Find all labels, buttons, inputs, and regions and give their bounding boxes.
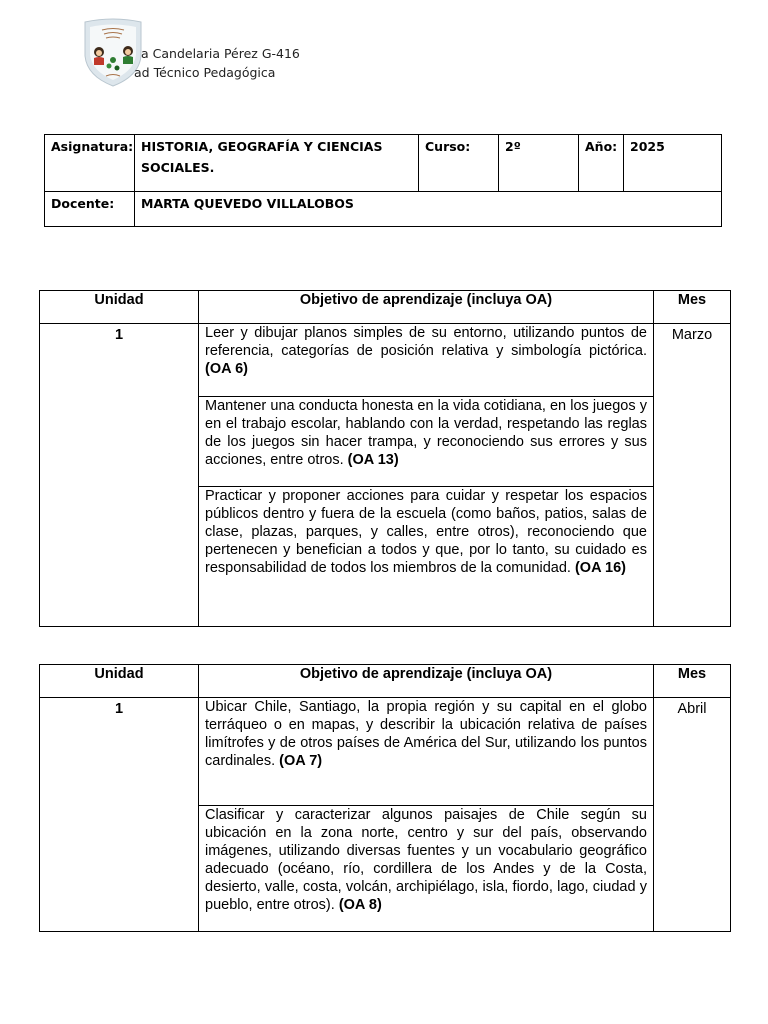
objective-cell: [199, 397, 654, 487]
objectives-table-marzo: [39, 290, 731, 627]
course-info-table: [44, 134, 722, 227]
objective-text: Clasificar y caracterizar algunos paisajes de Chile según su ubicación en la zona norte, centro y sur del país, observando imágenes, utilizando diversas fuentes y un vocabulario geográfico adecuado (océano, río, cordillera de los Andes y de la Costa, desierto, valle, costa, volcán, archipiélago, isla, fiordo, lago, ciudad y pueblo, entre otros).: [205, 807, 647, 913]
objetivo-header: Objetivo de aprendizaje (incluya OA): [199, 291, 654, 324]
unidad-cell: 1: [40, 698, 199, 932]
mes-header: Mes: [654, 665, 731, 698]
unidad-cell: 1: [40, 324, 199, 627]
oa-code: (OA 7): [279, 753, 323, 769]
oa-code: (OA 16): [574, 560, 626, 576]
objective-cell: [199, 324, 654, 397]
mes-cell: Abril: [654, 698, 731, 932]
objetivo-header: Objetivo de aprendizaje (incluya OA): [199, 665, 654, 698]
mes-header: Mes: [654, 291, 731, 324]
school-name: a Candelaria Pérez G-416: [141, 46, 300, 61]
curso-value: 2º: [499, 135, 579, 192]
objective-cell: [199, 698, 654, 806]
anio-value: 2025: [624, 135, 722, 192]
mes-cell: Marzo: [654, 324, 731, 627]
objective-text: Mantener una conducta honesta en la vida cotidiana, en los juegos y en el trabajo escolar, hablando con la verdad, respetando las reglas de los juegos sin hacer trampa, y reconociendo sus errores y sus acciones, entre otros.: [205, 398, 647, 468]
asignatura-label: Asignatura:: [45, 135, 135, 192]
objective-text: Leer y dibujar planos simples de su entorno, utilizando puntos de referencia, categorías de posición relativa y simbología pictórica.: [205, 325, 647, 359]
oa-code: (OA 8): [338, 897, 382, 913]
objective-text: Ubicar Chile, Santiago, la propia región y su capital en el globo terráqueo o en mapas, y describir la ubicación relativa de países limítrofes y de otros países de América del Sur, utilizando los puntos cardinales.: [205, 699, 647, 769]
objectives-table-abril: [39, 664, 731, 932]
unidad-header: Unidad: [40, 291, 199, 324]
asignatura-value: HISTORIA, GEOGRAFÍA Y CIENCIAS SOCIALES.: [135, 135, 419, 192]
objective-text: Practicar y proponer acciones para cuidar y respetar los espacios públicos dentro y fuera de la escuela (como baños, patios, salas de clase, plazas, parques, y calles, entre otros), reconociendo que pertenecen y benefician a todos y que, por lo tanto, su cuidado es responsabilidad de todos los miembros de la comunidad.: [205, 488, 647, 576]
docente-label: Docente:: [45, 192, 135, 227]
curso-label: Curso:: [419, 135, 499, 192]
school-unit: ad Técnico Pedagógica: [134, 65, 276, 80]
oa-code: (OA 13): [347, 452, 399, 468]
unidad-header: Unidad: [40, 665, 199, 698]
anio-label: Año:: [579, 135, 624, 192]
objective-cell: [199, 806, 654, 932]
objective-cell: [199, 487, 654, 627]
docente-value: MARTA QUEVEDO VILLALOBOS: [135, 192, 722, 227]
oa-code: (OA 6): [205, 361, 248, 377]
